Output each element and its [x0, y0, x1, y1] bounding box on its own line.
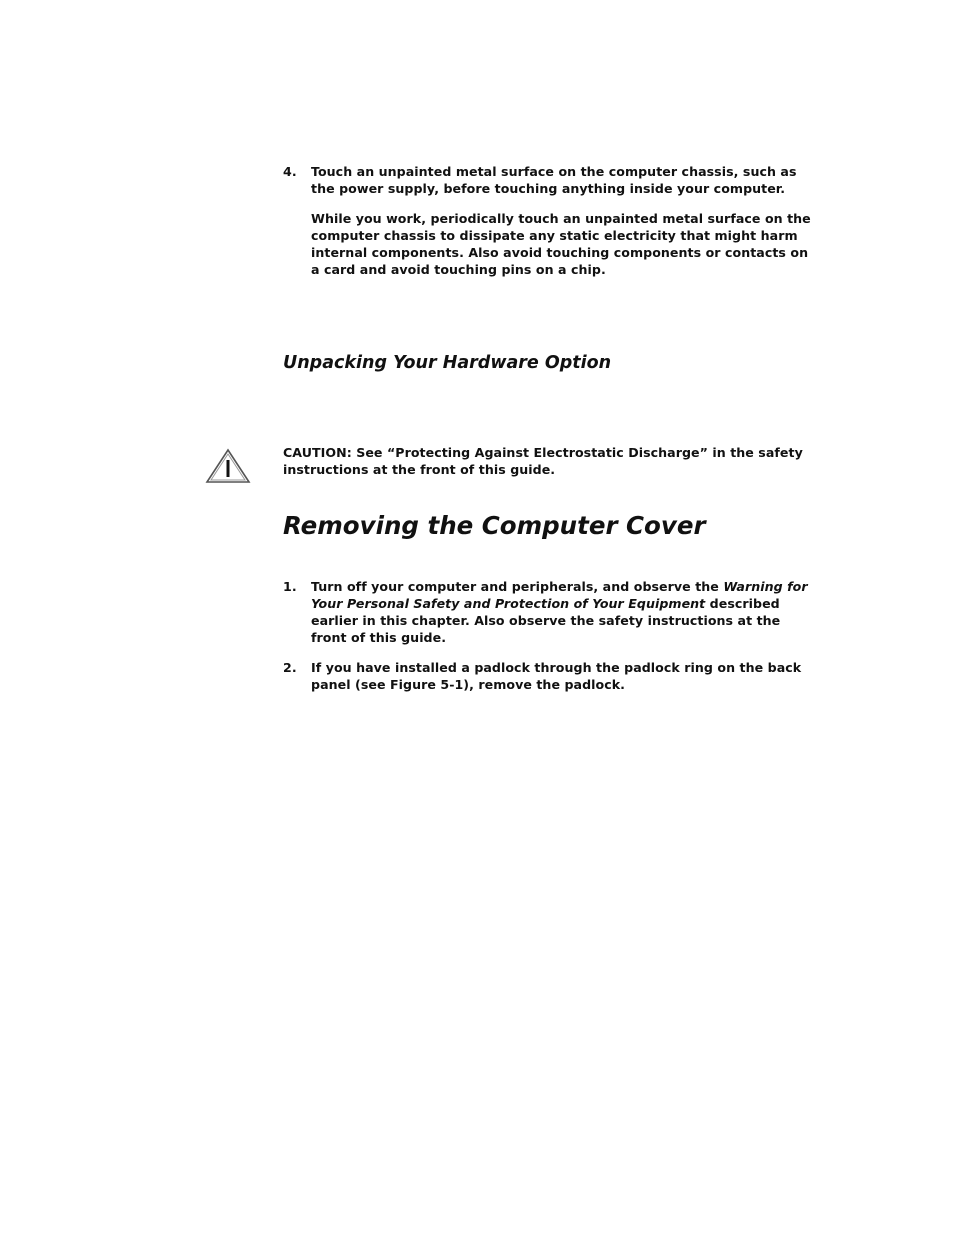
- step-4-followup: While you work, periodically touch an unpainted metal surface on the computer chassis to dissipate any static electricity that might harm internal components. Also avoid touching components or contacts on a card and avoid touching pins on a chip.: [311, 211, 811, 277]
- step-text: If you have installed a padlock through the padlock ring on the back panel (see Figure 5-1), remove the padlock.: [311, 660, 802, 692]
- warning-reference: Warning for Your Personal Safety and Protection of Your Equipment: [311, 579, 808, 611]
- step-number: 2.: [283, 660, 297, 675]
- step-4: [283, 163, 818, 197]
- step-1: [283, 578, 818, 646]
- caution-triangle-icon: [205, 448, 251, 484]
- caution-text: CAUTION: See “Protecting Against Electrostatic Discharge” in the safety instructions at the front of this guide.: [283, 445, 803, 477]
- step-2: [283, 659, 818, 693]
- section-subheading: Unpacking Your Hardware Option: [283, 353, 612, 373]
- step-text: Touch an unpainted metal surface on the computer chassis, such as the power supply, before touching anything inside your computer.: [311, 164, 797, 196]
- section-heading: Removing the Computer Cover: [283, 511, 706, 540]
- step-text: Turn off your computer and peripherals, and observe the Warning for Your Personal Safety and Protection of Your Equipment described earlier in this chapter. Also observe the safety instructions at the front of this guide.: [311, 579, 808, 645]
- step-number: 1.: [283, 579, 297, 594]
- step-number: 4.: [283, 164, 297, 179]
